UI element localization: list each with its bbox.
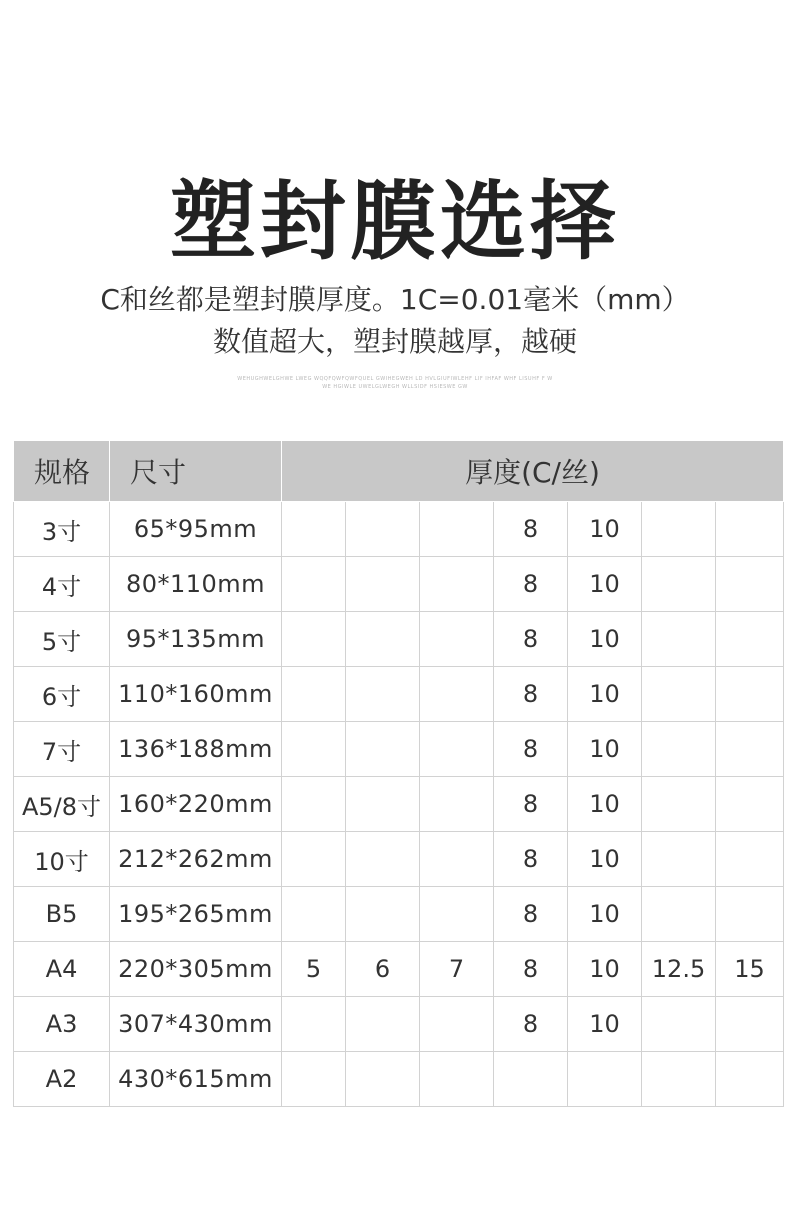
thickness-cell bbox=[346, 667, 420, 722]
thickness-cell bbox=[568, 1052, 642, 1107]
thickness-cell bbox=[346, 1052, 420, 1107]
thickness-cell: 8 bbox=[494, 997, 568, 1052]
row-spec-cell: 3寸 bbox=[14, 502, 110, 557]
thickness-cell: 15 bbox=[716, 942, 784, 997]
table-row bbox=[14, 667, 784, 722]
row-size-cell: 220*305mm bbox=[110, 942, 282, 997]
thickness-cell bbox=[420, 502, 494, 557]
thickness-cell bbox=[346, 997, 420, 1052]
thickness-cell bbox=[716, 777, 784, 832]
row-size-cell: 136*188mm bbox=[110, 722, 282, 777]
thickness-cell bbox=[642, 777, 716, 832]
fine-print-line-2: WE HGIWLE UWELGLWEGH WLLSIDF HSIESWE GW bbox=[322, 384, 468, 390]
fine-print-line-1: WEHUGHWELGHWE LWEG WQQFQWFQWFQUEL GWIHEGWEH LD HVLGIUFIWLEHF LIF IHFAF WHF LISUHF F W bbox=[237, 376, 553, 382]
thickness-cell bbox=[420, 557, 494, 612]
thickness-cell bbox=[282, 997, 346, 1052]
thickness-cell bbox=[642, 1052, 716, 1107]
thickness-cell bbox=[346, 777, 420, 832]
thickness-cell bbox=[346, 887, 420, 942]
thickness-cell bbox=[420, 777, 494, 832]
thickness-cell bbox=[642, 612, 716, 667]
thickness-cell: 10 bbox=[568, 502, 642, 557]
thickness-cell bbox=[642, 557, 716, 612]
thickness-cell bbox=[716, 1052, 784, 1107]
thickness-cell: 8 bbox=[494, 942, 568, 997]
thickness-cell: 10 bbox=[568, 557, 642, 612]
thickness-cell bbox=[346, 502, 420, 557]
row-size-cell: 110*160mm bbox=[110, 667, 282, 722]
row-size-cell: 65*95mm bbox=[110, 502, 282, 557]
table-header-row bbox=[14, 441, 784, 502]
table-row bbox=[14, 832, 784, 887]
row-size-cell: 195*265mm bbox=[110, 887, 282, 942]
header-size: 尺寸 bbox=[110, 441, 282, 502]
thickness-cell: 10 bbox=[568, 777, 642, 832]
thickness-cell bbox=[282, 832, 346, 887]
thickness-cell: 10 bbox=[568, 997, 642, 1052]
row-spec-cell: A5/8寸 bbox=[14, 777, 110, 832]
subtitle-line-1: C和丝都是塑封膜厚度。1C=0.01毫米（mm） bbox=[100, 283, 690, 316]
thickness-cell bbox=[716, 722, 784, 777]
thickness-cell bbox=[716, 997, 784, 1052]
row-spec-cell: 10寸 bbox=[14, 832, 110, 887]
thickness-cell bbox=[420, 832, 494, 887]
table-row bbox=[14, 612, 784, 667]
thickness-cell bbox=[716, 557, 784, 612]
row-spec-cell: A2 bbox=[14, 1052, 110, 1107]
row-spec-cell: 4寸 bbox=[14, 557, 110, 612]
table-row bbox=[14, 722, 784, 777]
subtitle-line-2: 数值超大，塑封膜越厚，越硬 bbox=[212, 325, 577, 358]
thickness-cell bbox=[642, 722, 716, 777]
table-body bbox=[14, 502, 784, 1107]
thickness-cell: 10 bbox=[568, 722, 642, 777]
thickness-cell bbox=[282, 887, 346, 942]
page-title: 塑封膜选择 bbox=[170, 172, 620, 272]
thickness-cell: 8 bbox=[494, 612, 568, 667]
thickness-cell: 8 bbox=[494, 832, 568, 887]
row-size-cell: 80*110mm bbox=[110, 557, 282, 612]
thickness-cell: 10 bbox=[568, 612, 642, 667]
thickness-cell: 10 bbox=[568, 942, 642, 997]
thickness-cell: 10 bbox=[568, 667, 642, 722]
thickness-cell: 6 bbox=[346, 942, 420, 997]
thickness-cell bbox=[716, 667, 784, 722]
table-row bbox=[14, 502, 784, 557]
thickness-cell bbox=[716, 612, 784, 667]
thickness-cell bbox=[642, 502, 716, 557]
row-size-cell: 307*430mm bbox=[110, 997, 282, 1052]
thickness-cell: 10 bbox=[568, 887, 642, 942]
thickness-cell bbox=[346, 612, 420, 667]
thickness-cell bbox=[716, 832, 784, 887]
thickness-cell: 8 bbox=[494, 667, 568, 722]
thickness-cell bbox=[716, 887, 784, 942]
thickness-cell: 7 bbox=[420, 942, 494, 997]
thickness-cell: 8 bbox=[494, 557, 568, 612]
thickness-cell bbox=[494, 1052, 568, 1107]
row-spec-cell: 7寸 bbox=[14, 722, 110, 777]
thickness-cell: 5 bbox=[282, 942, 346, 997]
thickness-cell: 10 bbox=[568, 832, 642, 887]
thickness-cell bbox=[420, 722, 494, 777]
thickness-cell bbox=[282, 557, 346, 612]
thickness-cell bbox=[420, 997, 494, 1052]
thickness-cell: 8 bbox=[494, 887, 568, 942]
thickness-cell bbox=[282, 502, 346, 557]
thickness-cell: 8 bbox=[494, 777, 568, 832]
header-spec: 规格 bbox=[14, 441, 110, 502]
row-spec-cell: A3 bbox=[14, 997, 110, 1052]
table-row bbox=[14, 557, 784, 612]
table-row bbox=[14, 1052, 784, 1107]
header-thickness: 厚度(C/丝) bbox=[282, 441, 784, 502]
thickness-cell bbox=[642, 997, 716, 1052]
thickness-cell bbox=[346, 557, 420, 612]
thickness-cell bbox=[282, 612, 346, 667]
thickness-cell bbox=[642, 887, 716, 942]
row-size-cell: 95*135mm bbox=[110, 612, 282, 667]
thickness-cell bbox=[282, 667, 346, 722]
thickness-cell bbox=[346, 722, 420, 777]
row-spec-cell: 5寸 bbox=[14, 612, 110, 667]
row-size-cell: 212*262mm bbox=[110, 832, 282, 887]
thickness-cell bbox=[420, 887, 494, 942]
table-row bbox=[14, 887, 784, 942]
thickness-cell: 12.5 bbox=[642, 942, 716, 997]
table-row bbox=[14, 942, 784, 997]
row-size-cell: 160*220mm bbox=[110, 777, 282, 832]
row-spec-cell: A4 bbox=[14, 942, 110, 997]
thickness-cell bbox=[282, 1052, 346, 1107]
spec-table bbox=[13, 440, 784, 1107]
row-size-cell: 430*615mm bbox=[110, 1052, 282, 1107]
thickness-cell bbox=[420, 1052, 494, 1107]
thickness-cell bbox=[420, 667, 494, 722]
table-row bbox=[14, 997, 784, 1052]
thickness-cell bbox=[642, 667, 716, 722]
thickness-cell bbox=[282, 777, 346, 832]
row-spec-cell: B5 bbox=[14, 887, 110, 942]
thickness-cell bbox=[346, 832, 420, 887]
thickness-cell bbox=[716, 502, 784, 557]
thickness-cell: 8 bbox=[494, 502, 568, 557]
table-row bbox=[14, 777, 784, 832]
thickness-cell: 8 bbox=[494, 722, 568, 777]
row-spec-cell: 6寸 bbox=[14, 667, 110, 722]
thickness-cell bbox=[642, 832, 716, 887]
thickness-cell bbox=[420, 612, 494, 667]
thickness-cell bbox=[282, 722, 346, 777]
